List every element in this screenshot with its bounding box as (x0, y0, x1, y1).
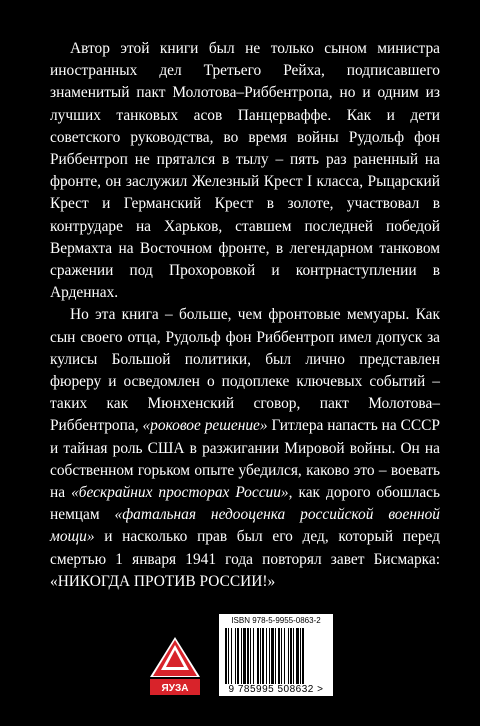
barcode-bar (302, 628, 304, 684)
isbn-label: ISBN 978-5-9955-0863-2 (231, 616, 321, 625)
barcode-bar (231, 628, 232, 684)
barcode-bar (241, 628, 242, 684)
paragraph-2-part-3: Гитлера напасть на СССР и тайная роль США в разжигании Мировой войны. Он на собственном горьком опыте убедился, каково это – воевать на (50, 417, 440, 502)
barcode-bar (290, 628, 292, 684)
italic-quote-3: «фатальная недооценка российской военной мощи» (50, 506, 440, 546)
paragraph-2 (50, 304, 440, 593)
barcode-bar (266, 628, 267, 684)
barcode-bar (271, 628, 274, 684)
italic-quote-1: «роковое решение» (142, 417, 268, 435)
barcode-bar (250, 628, 251, 684)
barcode-bars (225, 628, 327, 684)
italic-quote-2: «бескрайних просторах России» (71, 484, 289, 502)
paragraph-2-part-5: , как дорого обошлась немцам (50, 484, 440, 524)
barcode-bar (278, 628, 280, 684)
barcode-bar (288, 628, 289, 684)
barcode-bar (228, 628, 229, 684)
barcode-bar (247, 628, 249, 684)
barcode-bar (275, 628, 276, 684)
barcode-bar (284, 628, 285, 684)
paragraph-1-part-1: Автор этой книги был не только сыном министра иностранных дел Третьего Рейха, подписавшего знаменитый пакт Молотова–Риббентропа, но и одним из лучших танковых асов Панцерваффе. Как и дети советского руководства, во время войны Рудольф фон Риббентроп не прятался в тылу – пять раз раненный на фронте, он заслужил Железный Крест I класса, Рыцарский Крест и Германский Крест в золоте, участвовал в контрударе на Харьков, ставшем последней победой Вермахта на Восточном фронте, в легендарном танковом сражении под Прохоровкой и контрнаступлении в Арденнах. (50, 40, 440, 302)
back-cover-text (50, 38, 440, 593)
paragraph-2-part-7: и насколько прав был его дед, который перед смертью 1 января 1941 года повторял завет Бисмарка: «НИКОГДА ПРОТИВ РОССИИ!» (50, 528, 440, 590)
barcode-bar (296, 628, 299, 684)
paragraph-1 (50, 38, 440, 304)
barcode-bar (257, 628, 259, 684)
barcode-bar (235, 628, 236, 684)
barcode-bar (253, 628, 254, 684)
publisher-logo (150, 637, 200, 695)
barcode (219, 614, 333, 696)
paragraph-2-part-1: Но эта книга – больше, чем фронтовые мемуары. Как сын своего отца, Рудольф фон Риббентроп имел допуск за кулисы Большой политики, был лично представлен фюреру и осведомлен о подоплеке ключевых событий – таких как Мюнхенский сговор, пакт Молотова–Риббентропа, (50, 306, 440, 435)
barcode-bar (269, 628, 270, 684)
barcode-bar (281, 628, 282, 684)
barcode-digits: 9 785995 508632 > (228, 684, 324, 695)
barcode-bar (262, 628, 264, 684)
barcode-bar (243, 628, 246, 684)
publisher-logo-text: ЯУЗА (161, 683, 189, 694)
barcode-bar (260, 628, 261, 684)
barcode-bar (237, 628, 239, 684)
barcode-bar (293, 628, 294, 684)
barcode-bar (300, 628, 301, 684)
barcode-bar (225, 628, 227, 684)
